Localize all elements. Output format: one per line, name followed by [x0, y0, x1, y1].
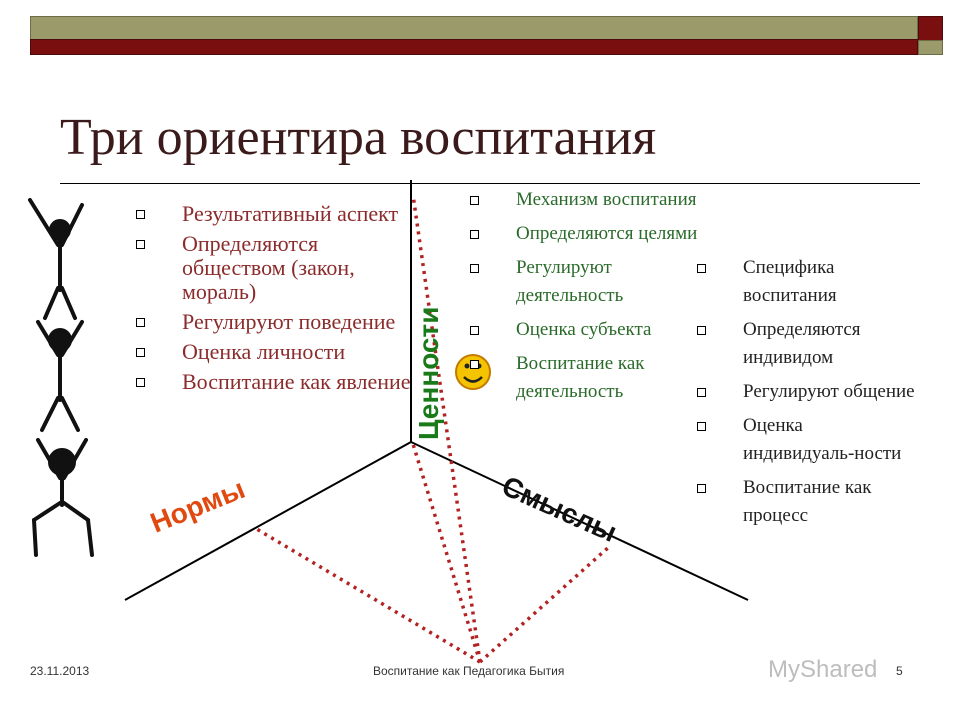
- list-item: Регулируют деятельность: [468, 254, 708, 310]
- list-item: Результативный аспект: [134, 202, 414, 226]
- bullet-icon: [470, 196, 479, 205]
- slide-title: Три ориентира воспитания: [60, 109, 657, 166]
- list-item: Оценка субъекта: [468, 316, 708, 344]
- bullet-icon: [136, 318, 145, 327]
- bullet-icon: [470, 326, 479, 335]
- dotted-apex-norms: [255, 528, 480, 662]
- list-item: Специфика воспитания: [695, 254, 915, 310]
- dotted-apex-senses: [480, 546, 610, 662]
- bullet-icon: [697, 484, 706, 493]
- list-item: Воспитание как процесс: [695, 474, 915, 530]
- values-list: [468, 186, 708, 412]
- senses-list: [695, 254, 915, 536]
- watermark-logo: MyShared: [768, 656, 878, 683]
- label-senses: Смыслы: [497, 470, 622, 548]
- list-item: Определяются целями: [468, 220, 708, 248]
- bullet-icon: [697, 264, 706, 273]
- list-item: Регулируют поведение: [134, 310, 414, 334]
- bullet-icon: [136, 348, 145, 357]
- footer-date: 23.11.2013: [30, 664, 90, 678]
- list-item: Регулируют общение: [695, 378, 915, 406]
- bullet-icon: [697, 422, 706, 431]
- bullet-icon: [136, 378, 145, 387]
- list-item: Оценка индивидуаль-ности: [695, 412, 915, 468]
- bullet-icon: [697, 326, 706, 335]
- list-item: Определяются обществом (закон, мораль): [134, 232, 414, 304]
- norms-list: [134, 202, 414, 400]
- page-number: 5: [896, 664, 903, 678]
- label-values: Ценности: [413, 306, 444, 440]
- bullet-icon: [470, 230, 479, 239]
- list-item: Воспитание как деятельность: [468, 350, 708, 406]
- list-item: Оценка личности: [134, 340, 414, 364]
- bullet-icon: [136, 210, 145, 219]
- human-pyramid-figure: [30, 200, 92, 555]
- bullet-icon: [697, 388, 706, 397]
- list-item: Определяются индивидом: [695, 316, 915, 372]
- list-item: Воспитание как явление: [134, 370, 414, 394]
- label-norms: Нормы: [146, 473, 250, 539]
- bullet-icon: [470, 264, 479, 273]
- footer-title: Воспитание как Педагогика Бытия: [373, 664, 565, 678]
- list-item: Механизм воспитания: [468, 186, 708, 214]
- bullet-icon: [470, 360, 479, 369]
- bullet-icon: [136, 240, 145, 249]
